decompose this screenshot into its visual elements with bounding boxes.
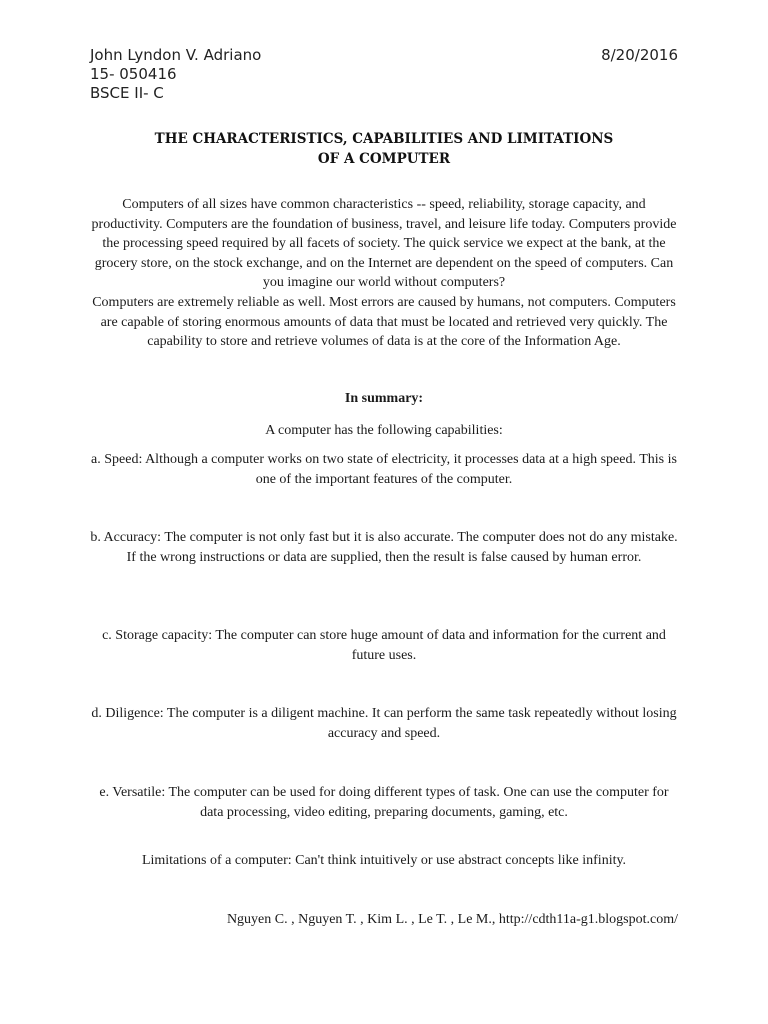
capability-diligence: d. Diligence: The computer is a diligent machine. It can perform the same task repeatedly without losing accuracy and speed. [91,706,677,741]
limitations-text: Limitations of a computer: Can't think intuitively or use abstract concepts like infinity. [141,853,627,868]
document-title: THE CHARACTERISTICS, CAPABILITIES AND LIMITATIONS OF A COMPUTER [154,131,614,167]
author-name: John Lyndon V. Adriano [90,46,262,64]
intro-section [88,195,680,352]
student-id: 15- 050416 [90,65,177,83]
capability-storage: c. Storage capacity: The computer can store huge amount of data and information for the current and future uses. [102,628,666,663]
author-block [90,46,261,103]
capability-speed: a. Speed: Although a computer works on two state of electricity, it processes data at a high speed. This is one of the important features of the computer. [91,452,677,487]
capabilities-intro: A computer has the following capabilities: [265,423,503,438]
intro-paragraph: Computers are extremely reliable as well. Most errors are caused by humans, not computers. Computers are capable of storing enormous amounts of data that must be located and retrieved very quickly. The capability to store and retrieve volumes of data is at the core of the Information Age. [92,294,676,350]
capability-versatile: e. Versatile: The computer can be used for doing different types of task. One can use the computer for data processing, video editing, preparing documents, gaming, etc. [99,785,669,820]
summary-heading: In summary: [344,391,424,406]
reference-citation: Nguyen C. , Nguyen T. , Kim L. , Le T. , Le M., http://cdth11a-g1.blogspot.com/ [226,912,678,927]
document-date: 8/20/2016 [601,46,678,64]
intro-paragraph: Computers of all sizes have common characteristics -- speed, reliability, storage capacity, and productivity. Computers are the foundation of business, travel, and leisure life today. Computers provide the processing speed required by all facets of society. The quick service we expect at the bank, at the grocery store, on the stock exchange, and on the Internet are dependent on the speed of computers. Can you imagine our world without computers? [91,197,677,291]
capability-accuracy: b. Accuracy: The computer is not only fast but it is also accurate. The computer does not do any mistake. If the wrong instructions or data are supplied, then the result is false caused by human error. [90,530,678,565]
course-section: BSCE II- C [90,84,164,102]
